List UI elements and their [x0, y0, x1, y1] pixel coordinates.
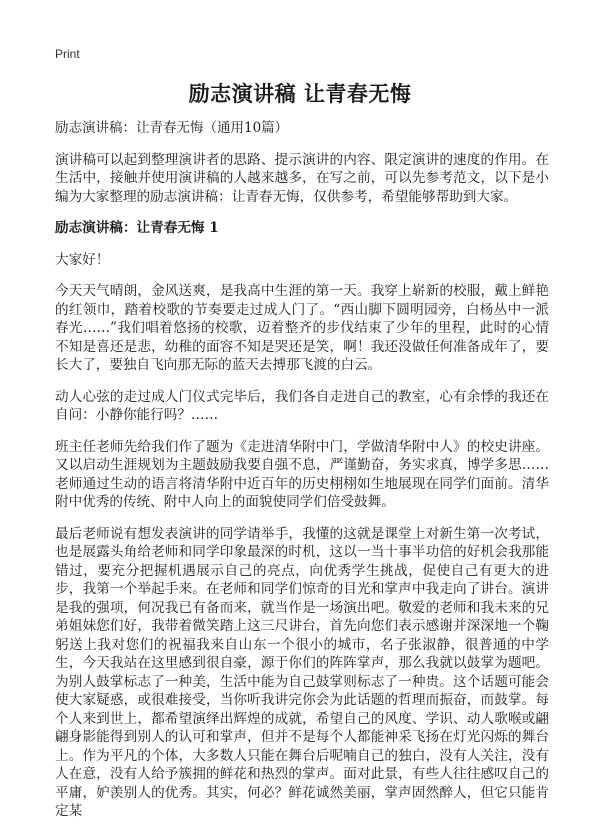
document-body	[55, 119, 549, 828]
body-paragraph: 今天天气晴朗，金风送爽，是我高中生涯的第一天。我穿上崭新的校服，戴上鲜艳的红领巾，踏着校歌的节奏要走过成人门了。“西山脚下圆明园旁，白杨丛中一派春光……”我们唱着悠扬的校歌，迈着整齐的步伐结束了少年的里程，此时的心情不知是喜还是悲，幼稚的面容不知是哭还是笑，啊！我还没做任何准备成年了，要长大了，要独自飞向那无际的蓝天去搏那飞渡的白云。	[55, 283, 549, 373]
body-paragraph: 动人心弦的走过成人门仪式完毕后，我们各自走进自己的教室，心有余悸的我还在自问：小静你能行吗？……	[55, 388, 549, 423]
page-title: 励志演讲稿 让青春无悔	[188, 81, 412, 106]
greeting: 大家好！	[55, 251, 110, 268]
body-paragraph: 班主任老师先给我们作了题为《走进清华附中门，学做清华附中人》的校史讲座。又以启动生涯规划为主题鼓励我要自强不息，严谨勤奋，务实求真，博学多思……老师通过生动的语言将清华附中近百年的历史栩栩如生地展现在同学们面前。清华附中优秀的传统、附中人向上的面貌使同学们倍受鼓舞。	[55, 438, 549, 510]
print-link[interactable]: Print	[55, 47, 80, 61]
document-subtitle: 励志演讲稿：让青春无悔（通用10篇）	[55, 120, 289, 136]
section-heading: 励志演讲稿：让青春无悔 1	[55, 220, 219, 236]
intro-paragraph: 演讲稿可以起到整理演讲者的思路、提示演讲的内容、限定演讲的速度的作用。在生活中，接触并使用演讲稿的人越来越多，在写之前，可以先参考范文，以下是小编为大家整理的励志演讲稿：让青春无悔，仅供参考，希望能够帮助到大家。	[55, 151, 549, 205]
body-paragraph: 最后老师说有想发表演讲的同学请举手，我懂的这就是课堂上对新生第一次考试，也是展露头角给老师和同学印象最深的时机，这以一当十事半功倍的好机会我那能错过，要充分把握机遇展示自己的亮点，向优秀学生挑战，促使自己有更大的进步，我第一个举起手来。在老师和同学们惊奇的目光和掌声中我走向了讲台。演讲是我的强项，何况我已有备而来，就当作是一场演出吧。敬爱的老师和我未来的兄弟姐妹您们好，我带着微笑踏上这三尺讲台，首先向您们表示感谢并深深地一个鞠躬送上我对您们的祝福我来自山东一个很小的城市，名子张淑静，很普通的中学生，今天我站在这里感到很自豪，源于你们的阵阵掌声，那么我就以鼓掌为题吧。为别人鼓掌标志了一种美，生活中能为自己鼓掌则标志了一种贵。这个话题可能会使大家疑惑，或很难接受，当你听我讲完你会为此话题的哲理而振奋，而鼓掌。每个人来到世上，都希望演绎出辉煌的成就，希望自己的风度、学识、动人歌喉或翩翩身影能得到别人的认可和掌声，但并不是每个人都能神采飞扬在灯光闪烁的舞台上。作为平凡的个体，大多数人只能在舞台后呢喃自己的独白，没有人关注，没有人在意，没有人给予簇拥的鲜花和热烈的掌声。面对此景，有些人往往感叹自己的平庸，妒羡别人的优秀。其实，何必？鲜花诚然美丽，掌声固然醉人，但它只能肯定某	[55, 525, 549, 819]
